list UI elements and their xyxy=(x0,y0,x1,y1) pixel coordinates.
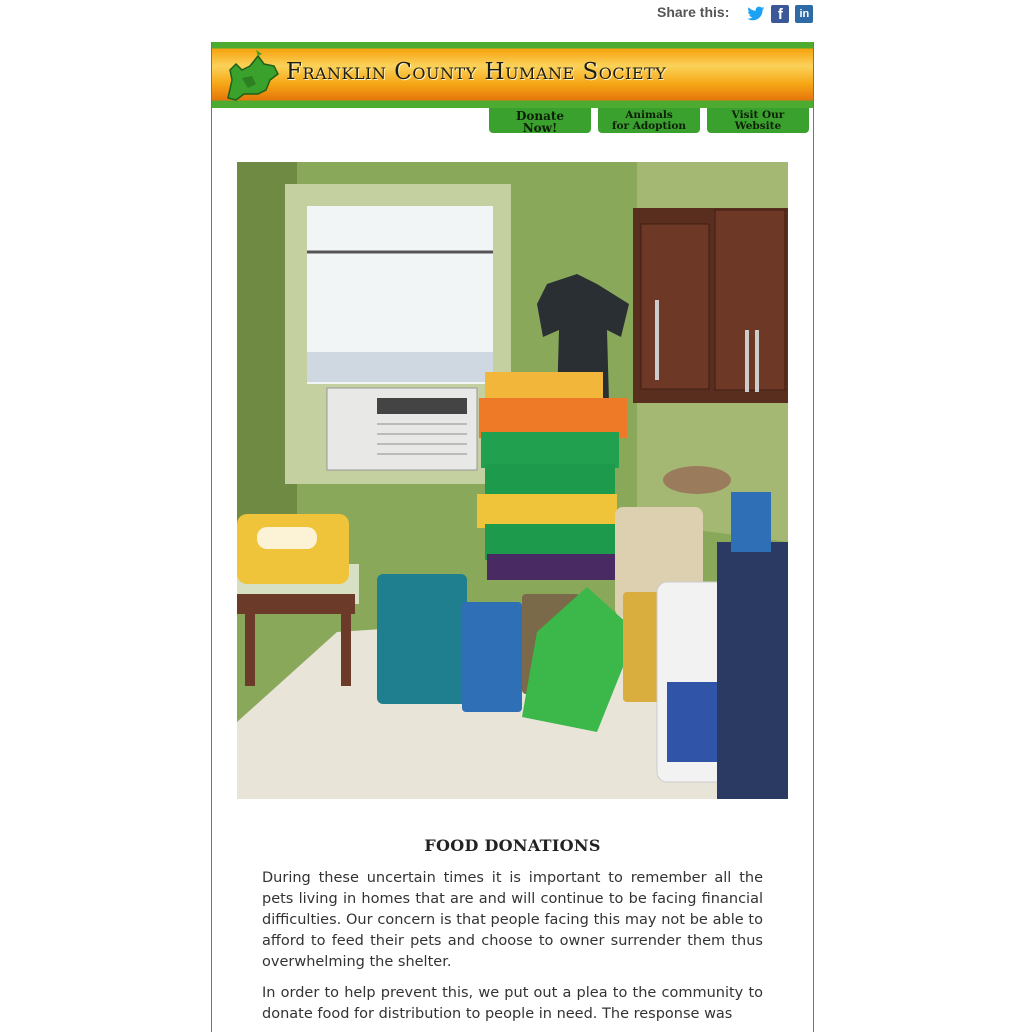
article-title: FOOD DONATIONS xyxy=(424,836,601,855)
visit-label-line1: Visit Our xyxy=(731,109,785,121)
donate-label-line2: Now! xyxy=(522,121,558,135)
animals-label-line1: Animals xyxy=(625,109,673,121)
twitter-icon[interactable] xyxy=(747,5,765,23)
visit-label-line2: Website xyxy=(734,120,782,132)
donate-label-line1: Donate xyxy=(515,109,565,123)
article-paragraph-1: During these uncertain times it is important to remember all the pets living in homes that are and will continue to be facing financial difficulties. Our concern is that people facing this may not be able to afford to feed their pets and choose to owner surrender them thus overwhelming the shelter. xyxy=(262,870,763,970)
donate-now-button[interactable] xyxy=(489,108,591,133)
visit-website-button[interactable] xyxy=(707,108,809,133)
share-bar xyxy=(657,2,813,26)
food-donations-photo xyxy=(237,162,788,799)
newsletter-frame xyxy=(211,42,814,1032)
header-banner xyxy=(212,42,813,108)
animals-label-line2: for Adoption xyxy=(611,120,687,132)
article-paragraph-2: In order to help prevent this, we put out a plea to the community to donate food for distribution to people in need. The response was xyxy=(262,985,763,1022)
share-label: Share this: xyxy=(657,4,730,20)
facebook-icon[interactable]: f xyxy=(771,5,789,23)
animals-for-adoption-button[interactable] xyxy=(598,108,700,133)
organization-title: Franklin County Humane Society xyxy=(286,59,667,85)
dog-cat-logo-icon xyxy=(222,50,282,102)
linkedin-icon[interactable]: in xyxy=(795,5,813,23)
